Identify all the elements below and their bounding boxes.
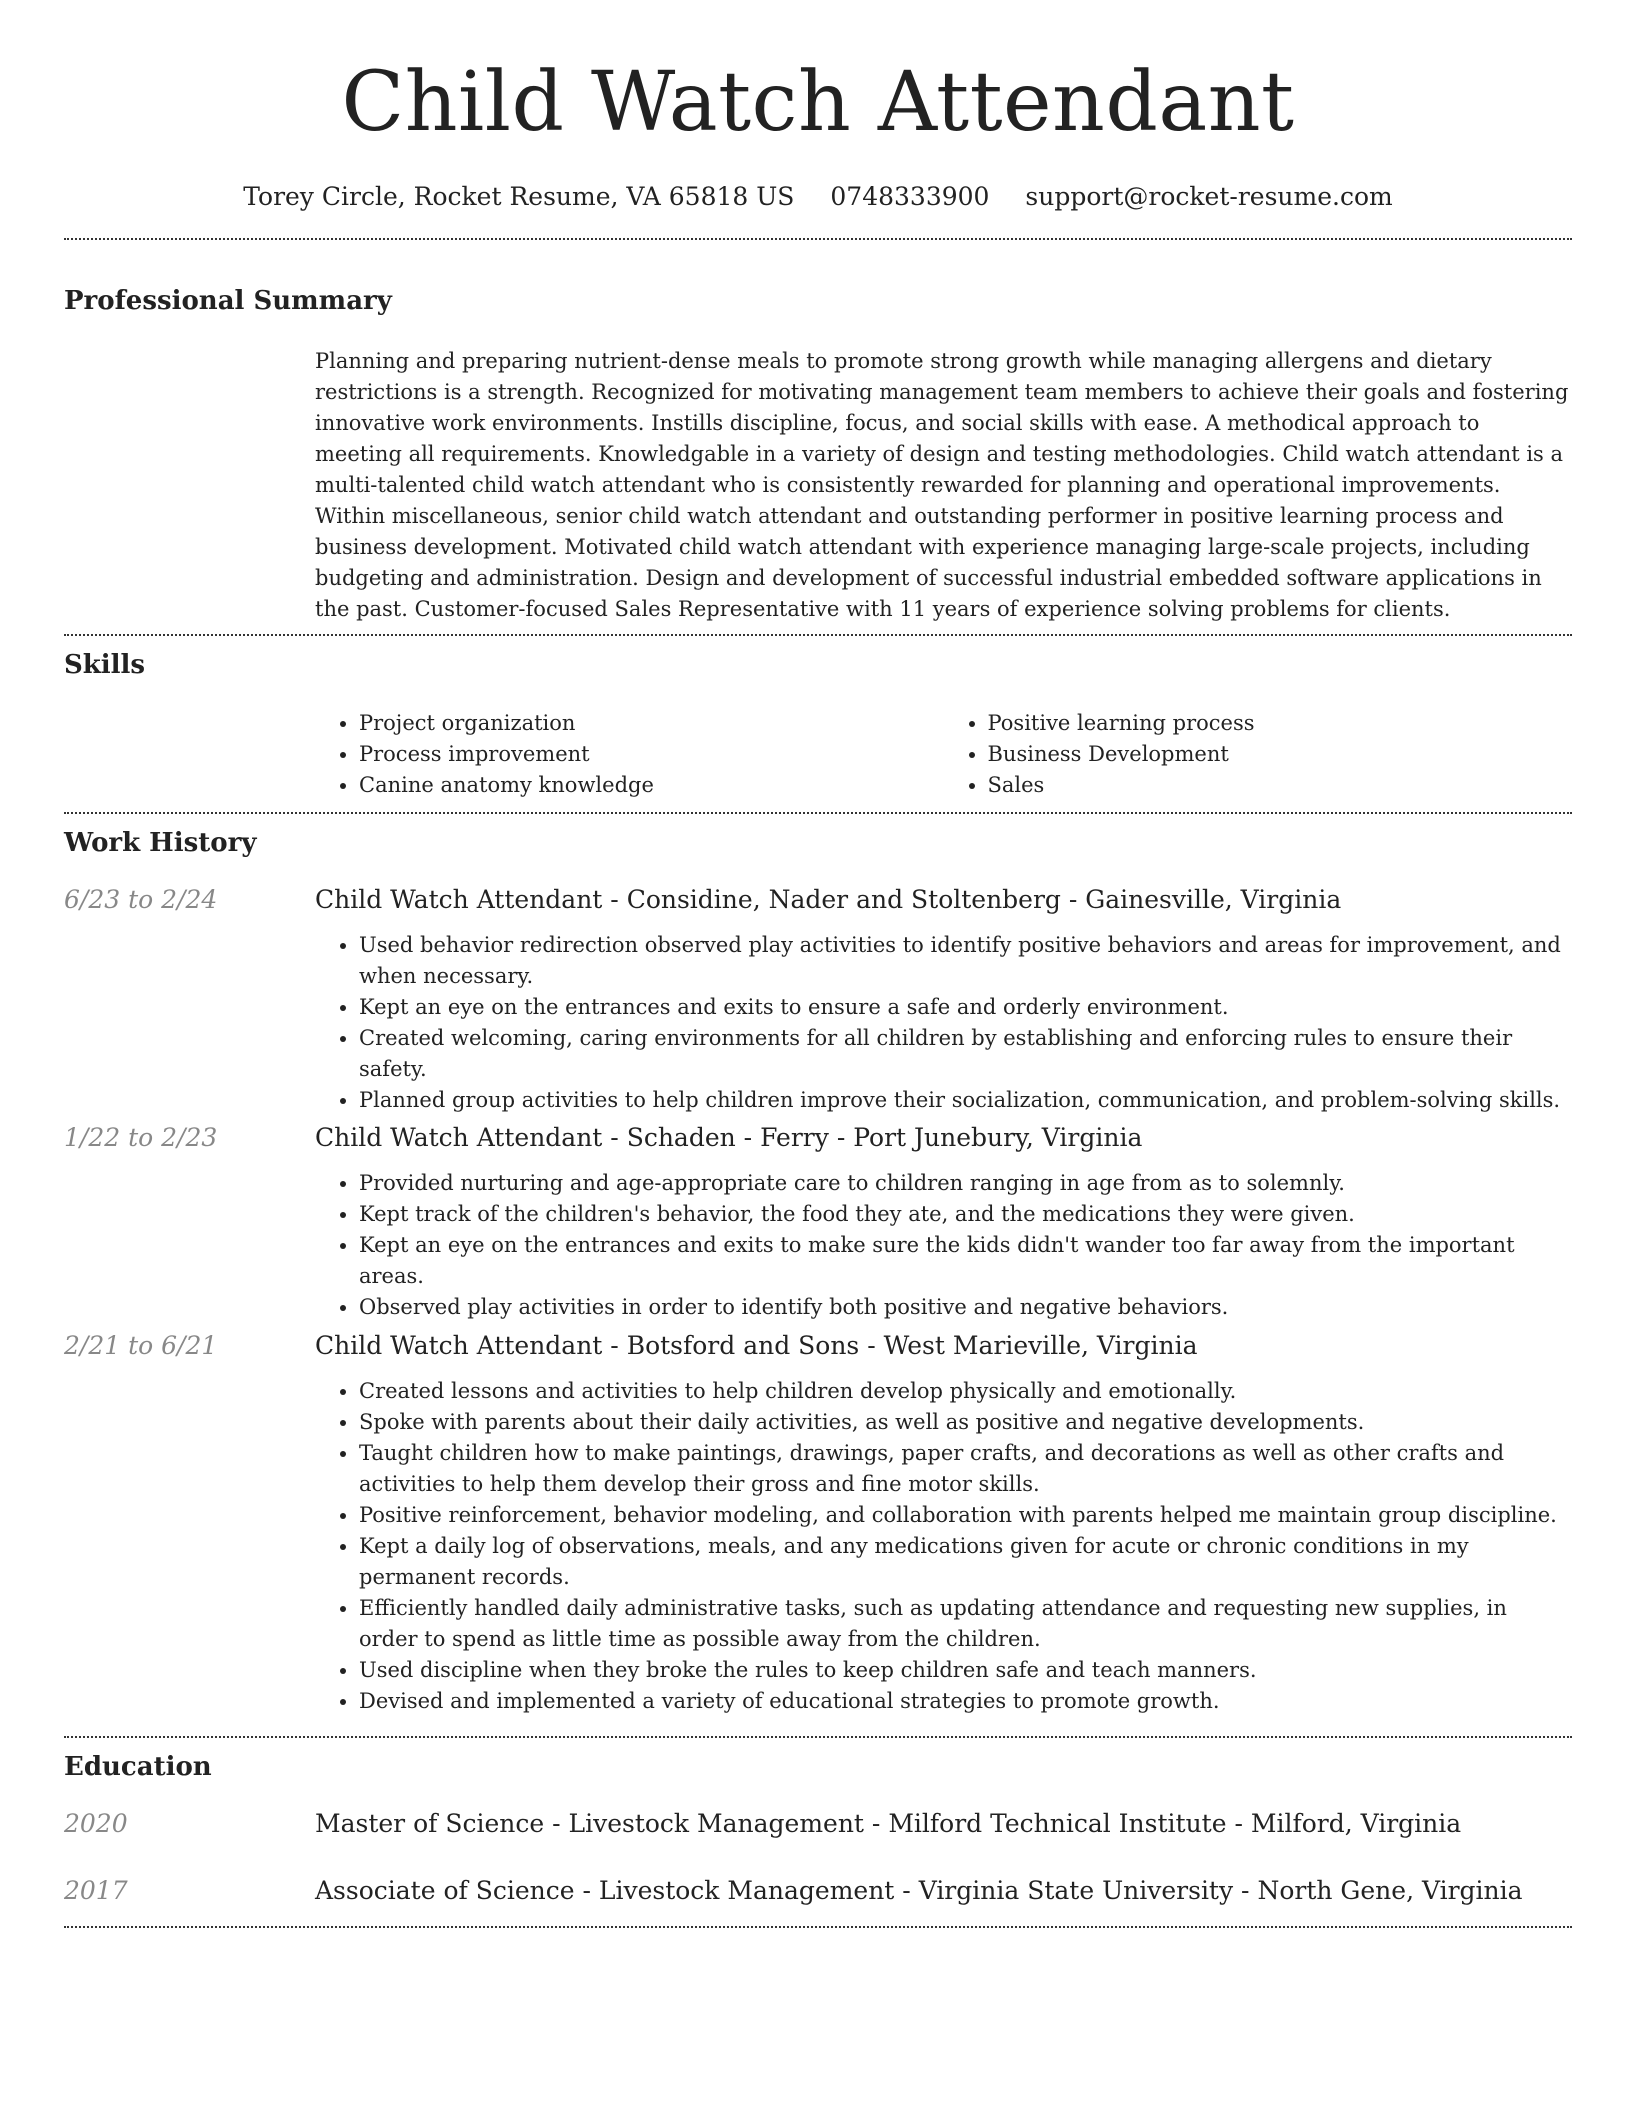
contact-address: Torey Circle, Rocket Resume, VA 65818 US xyxy=(243,182,795,211)
job-details xyxy=(315,1329,1572,1717)
job-dates: 6/23 to 2/24 xyxy=(64,885,218,914)
skill-item: • Business Development xyxy=(988,739,1573,770)
skill-item: • Positive learning process xyxy=(988,708,1573,739)
skills-section xyxy=(64,648,1572,801)
summary-section xyxy=(64,284,1572,625)
skills-title: Skills xyxy=(64,650,146,680)
candidate-name: Child Watch Attendant xyxy=(341,55,1295,150)
job-bullet: • Planned group activities to help children improve their socialization, communication, and problem-solving skills. xyxy=(359,1085,1572,1116)
work-history-title: Work History xyxy=(64,828,257,858)
section-divider xyxy=(64,1926,1572,1928)
education-section xyxy=(64,1750,1572,1784)
job-bullet: • Devised and implemented a variety of educational strategies to promote growth. xyxy=(359,1686,1572,1717)
job-bullet: • Positive reinforcement, behavior modeling, and collaboration with parents helped me maintain group discipline. xyxy=(359,1500,1572,1531)
skill-item: • Process improvement xyxy=(359,739,944,770)
section-divider xyxy=(64,1736,1572,1738)
summary-title: Professional Summary xyxy=(64,286,392,316)
job-bullet: • Spoke with parents about their daily activities, as well as positive and negative developments. xyxy=(359,1407,1572,1438)
skill-item: • Sales xyxy=(988,770,1573,801)
skill-item: • Canine anatomy knowledge xyxy=(359,770,944,801)
skills-column-left xyxy=(315,708,944,801)
education-heading: Associate of Science - Livestock Management - Virginia State University - North Gene, Virginia xyxy=(315,1876,1523,1905)
job-bullet: • Used discipline when they broke the rules to keep children safe and teach manners. xyxy=(359,1655,1572,1686)
job-bullets xyxy=(315,1168,1572,1323)
education-entry xyxy=(64,1807,1572,1841)
job-heading: Child Watch Attendant - Botsford and Sons - West Marieville, Virginia xyxy=(315,1331,1198,1360)
job-entry xyxy=(64,1329,1572,1717)
job-heading: Child Watch Attendant - Considine, Nader and Stoltenberg - Gainesville, Virginia xyxy=(315,885,1342,914)
job-bullet: • Efficiently handled daily administrative tasks, such as updating attendance and requesting new supplies, in order to spend as little time as possible away from the children. xyxy=(359,1593,1572,1655)
job-bullet: • Kept track of the children's behavior, the food they ate, and the medications they were given. xyxy=(359,1199,1572,1230)
job-bullet: • Taught children how to make paintings, drawings, paper crafts, and decorations as well as other crafts and activities to help them develop their gross and fine motor skills. xyxy=(359,1438,1572,1500)
skills-column-right xyxy=(944,708,1573,801)
job-heading: Child Watch Attendant - Schaden - Ferry - Port Junebury, Virginia xyxy=(315,1123,1143,1152)
contact-email: support@rocket-resume.com xyxy=(1025,182,1393,211)
section-divider xyxy=(64,812,1572,814)
job-details xyxy=(315,1121,1572,1323)
job-bullet: • Kept an eye on the entrances and exits to ensure a safe and orderly environment. xyxy=(359,992,1572,1023)
education-heading: Master of Science - Livestock Management - Milford Technical Institute - Milford, Virginia xyxy=(315,1809,1462,1838)
job-bullet: • Used behavior redirection observed play activities to identify positive behaviors and areas for improvement, and when necessary. xyxy=(359,930,1572,992)
job-bullet: • Observed play activities in order to identify both positive and negative behaviors. xyxy=(359,1292,1572,1323)
work-history-section xyxy=(64,826,1572,860)
job-entry xyxy=(64,883,1572,1116)
job-bullets xyxy=(315,930,1572,1116)
job-details xyxy=(315,883,1572,1116)
job-bullet: • Provided nurturing and age-appropriate care to children ranging in age from as to solemnly. xyxy=(359,1168,1572,1199)
job-bullet: • Created lessons and activities to help children develop physically and emotionally. xyxy=(359,1376,1572,1407)
section-divider xyxy=(64,238,1572,240)
job-bullets xyxy=(315,1376,1572,1717)
job-dates: 1/22 to 2/23 xyxy=(64,1123,218,1152)
education-year: 2020 xyxy=(64,1809,128,1838)
job-bullet: • Created welcoming, caring environments for all children by establishing and enforcing rules to ensure their safety. xyxy=(359,1023,1572,1085)
resume-page xyxy=(64,0,1572,1905)
education-year: 2017 xyxy=(64,1876,128,1905)
contact-line xyxy=(64,180,1572,214)
job-dates: 2/21 to 6/21 xyxy=(64,1331,218,1360)
summary-text: Planning and preparing nutrient-dense meals to promote strong growth while managing allergens and dietary restrictions is a strength. Recognized for motivating management team members to achieve their goals and fostering innovative work environments. Instills discipline, focus, and social skills with ease. A methodical approach to meeting all requirements. Knowledgable in a variety of design and testing methodologies. Child watch attendant is a multi-talented child watch attendant who is consistently rewarded for planning and operational improvements. Within miscellaneous, senior child watch attendant and outstanding performer in positive learning process and business development. Motivated child watch attendant with experience managing large-scale projects, including budgeting and administration. Design and development of successful industrial embedded software applications in the past. Customer-focused Sales Representative with 11 years of experience solving problems for clients. xyxy=(315,349,1569,621)
skills-list xyxy=(315,708,1572,801)
section-divider xyxy=(64,634,1572,636)
job-entry xyxy=(64,1121,1572,1323)
job-bullet: • Kept an eye on the entrances and exits to make sure the kids didn't wander too far away from the important areas. xyxy=(359,1230,1572,1292)
job-bullet: • Kept a daily log of observations, meals, and any medications given for acute or chronic conditions in my permanent records. xyxy=(359,1531,1572,1593)
education-title: Education xyxy=(64,1752,212,1782)
skill-item: • Project organization xyxy=(359,708,944,739)
contact-phone: 0748333900 xyxy=(830,182,990,211)
education-entry xyxy=(64,1874,1572,1908)
